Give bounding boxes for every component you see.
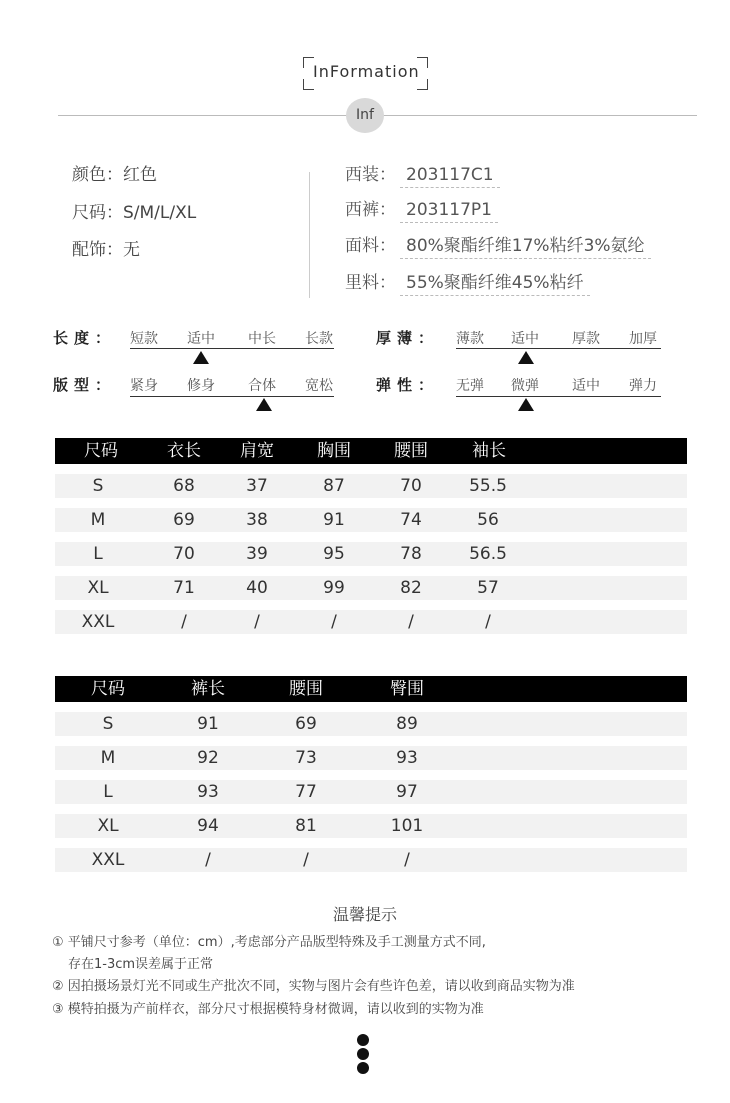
table-cell: /	[254, 612, 260, 632]
tip-line: ③ 模特拍摄为产前样衣，部分尺寸根据模特身材微调，请以收到的实物为准	[52, 1002, 484, 1017]
info-value: S/M/L/XL	[123, 203, 197, 223]
scale-option: 加厚	[629, 331, 657, 347]
info-suit-code	[345, 160, 500, 188]
info-fabric	[345, 231, 651, 259]
table-cell: L	[103, 782, 113, 802]
scale-option: 紧身	[130, 378, 158, 394]
table-cell: 57	[477, 578, 499, 598]
tips-title: 温馨提示	[332, 905, 397, 924]
table-cell: 91	[323, 510, 345, 530]
info-label: 西装：	[345, 165, 396, 185]
table-cell: M	[100, 748, 116, 768]
column-header: 裤长	[191, 679, 225, 699]
scale-label-thickness: 厚薄：	[376, 329, 440, 347]
column-header: 尺码	[91, 679, 125, 699]
scale-line	[456, 396, 661, 397]
table-cell: 69	[173, 510, 195, 530]
table-cell: 97	[396, 782, 418, 802]
info-label: 西裤：	[345, 200, 396, 220]
table-row	[55, 814, 687, 838]
scale-label-length: 长度：	[53, 329, 117, 347]
table-cell: 101	[390, 816, 424, 836]
info-value: 203117C1	[400, 165, 500, 188]
scale-label-elasticity: 弹性：	[376, 376, 440, 394]
scale-option: 长款	[305, 331, 333, 347]
table-cell: 78	[400, 544, 422, 564]
table-cell: 87	[323, 476, 345, 496]
scale-marker-icon	[256, 398, 272, 411]
table-cell: 56	[477, 510, 499, 530]
table-cell: 68	[173, 476, 195, 496]
info-value: 55%聚酯纤维45%粘纤	[400, 268, 590, 296]
table-cell: 81	[295, 816, 317, 836]
table-cell: 73	[295, 748, 317, 768]
scale-option: 弹力	[629, 378, 657, 394]
scale-option: 短款	[130, 331, 158, 347]
scale-line	[456, 348, 661, 349]
table-cell: /	[408, 612, 414, 632]
table-cell: 56.5	[469, 544, 507, 564]
scale-option: 适中	[187, 331, 215, 347]
table-row	[55, 576, 687, 600]
info-lining	[345, 268, 590, 296]
table-cell: XXL	[91, 850, 125, 870]
scale-option: 薄款	[456, 331, 484, 347]
table-cell: /	[404, 850, 410, 870]
info-value: 203117P1	[400, 200, 498, 223]
table-cell: /	[303, 850, 309, 870]
table-cell: 77	[295, 782, 317, 802]
column-header: 臀围	[390, 679, 424, 699]
table-cell: 95	[323, 544, 345, 564]
table-cell: 92	[197, 748, 219, 768]
info-badge: Inf	[346, 98, 384, 133]
table-cell: 91	[197, 714, 219, 734]
table-cell: 39	[246, 544, 268, 564]
scale-option: 修身	[187, 378, 215, 394]
scale-option: 合体	[248, 378, 276, 394]
table-cell: 82	[400, 578, 422, 598]
scale-option: 中长	[248, 331, 276, 347]
table-cell: 70	[173, 544, 195, 564]
table-cell: S	[102, 714, 114, 734]
info-label: 里料：	[345, 273, 396, 293]
table-cell: L	[93, 544, 103, 564]
table-cell: 94	[197, 816, 219, 836]
info-label: 尺码：	[72, 203, 123, 223]
table-cell: 89	[396, 714, 418, 734]
info-label: 配饰：	[72, 240, 123, 260]
info-color	[72, 160, 157, 185]
info-label: 面料：	[345, 236, 396, 256]
table-cell: 37	[246, 476, 268, 496]
scale-option: 微弹	[511, 378, 539, 394]
column-header: 腰围	[289, 679, 323, 699]
table-cell: M	[90, 510, 106, 530]
table-cell: 93	[197, 782, 219, 802]
table-cell: XL	[97, 816, 119, 836]
scale-line	[130, 348, 334, 349]
tip-line: 存在1-3cm误差属于正常	[68, 957, 214, 972]
tip-line: ① 平铺尺寸参考（单位：cm）,考虑部分产品版型特殊及手工测量方式不同,	[52, 935, 486, 950]
page-title: InFormation	[313, 62, 420, 81]
table-cell: /	[331, 612, 337, 632]
scale-option: 厚款	[572, 331, 600, 347]
table-cell: XL	[87, 578, 109, 598]
scale-line	[130, 396, 334, 397]
info-size	[72, 198, 196, 223]
table-cell: 40	[246, 578, 268, 598]
table-row	[55, 780, 687, 804]
scale-label-fit: 版型：	[53, 376, 117, 394]
info-value: 红色	[123, 165, 157, 185]
table-cell: 69	[295, 714, 317, 734]
info-label: 颜色：	[72, 165, 123, 185]
table-row	[55, 610, 687, 634]
info-divider	[309, 172, 310, 298]
table-cell: 38	[246, 510, 268, 530]
table-cell: 70	[400, 476, 422, 496]
table-row	[55, 508, 687, 532]
scale-marker-icon	[518, 398, 534, 411]
table-cell: /	[485, 612, 491, 632]
dot-icon	[357, 1048, 369, 1060]
table-cell: 93	[396, 748, 418, 768]
table-row	[55, 746, 687, 770]
dot-icon	[357, 1034, 369, 1046]
scale-marker-icon	[193, 351, 209, 364]
column-header: 袖长	[472, 441, 506, 461]
column-header: 肩宽	[240, 441, 274, 461]
table-row	[55, 712, 687, 736]
table-row	[55, 474, 687, 498]
info-value: 80%聚酯纤维17%粘纤3%氨纶	[400, 231, 651, 259]
tip-line: ② 因拍摄场景灯光不同或生产批次不同，实物与图片会有些许色差，请以收到商品实物为准	[52, 979, 575, 994]
dot-icon	[357, 1062, 369, 1074]
column-header: 胸围	[317, 441, 351, 461]
table-cell: S	[92, 476, 104, 496]
info-pants-code	[345, 195, 498, 223]
table-cell: /	[205, 850, 211, 870]
column-header: 腰围	[394, 441, 428, 461]
table-cell: 74	[400, 510, 422, 530]
jacket-table-header	[55, 438, 687, 464]
pants-table-header	[55, 676, 687, 702]
table-cell: 55.5	[469, 476, 507, 496]
scale-option: 宽松	[305, 378, 333, 394]
table-cell: 71	[173, 578, 195, 598]
column-header: 衣长	[167, 441, 201, 461]
table-cell: /	[181, 612, 187, 632]
info-value: 无	[123, 240, 140, 260]
table-row	[55, 848, 687, 872]
scale-marker-icon	[518, 351, 534, 364]
info-accessory	[72, 235, 140, 260]
scale-option: 无弹	[456, 378, 484, 394]
table-cell: XXL	[81, 612, 115, 632]
column-header: 尺码	[84, 441, 118, 461]
scale-option: 适中	[511, 331, 539, 347]
scale-option: 适中	[572, 378, 600, 394]
table-cell: 99	[323, 578, 345, 598]
table-row	[55, 542, 687, 566]
